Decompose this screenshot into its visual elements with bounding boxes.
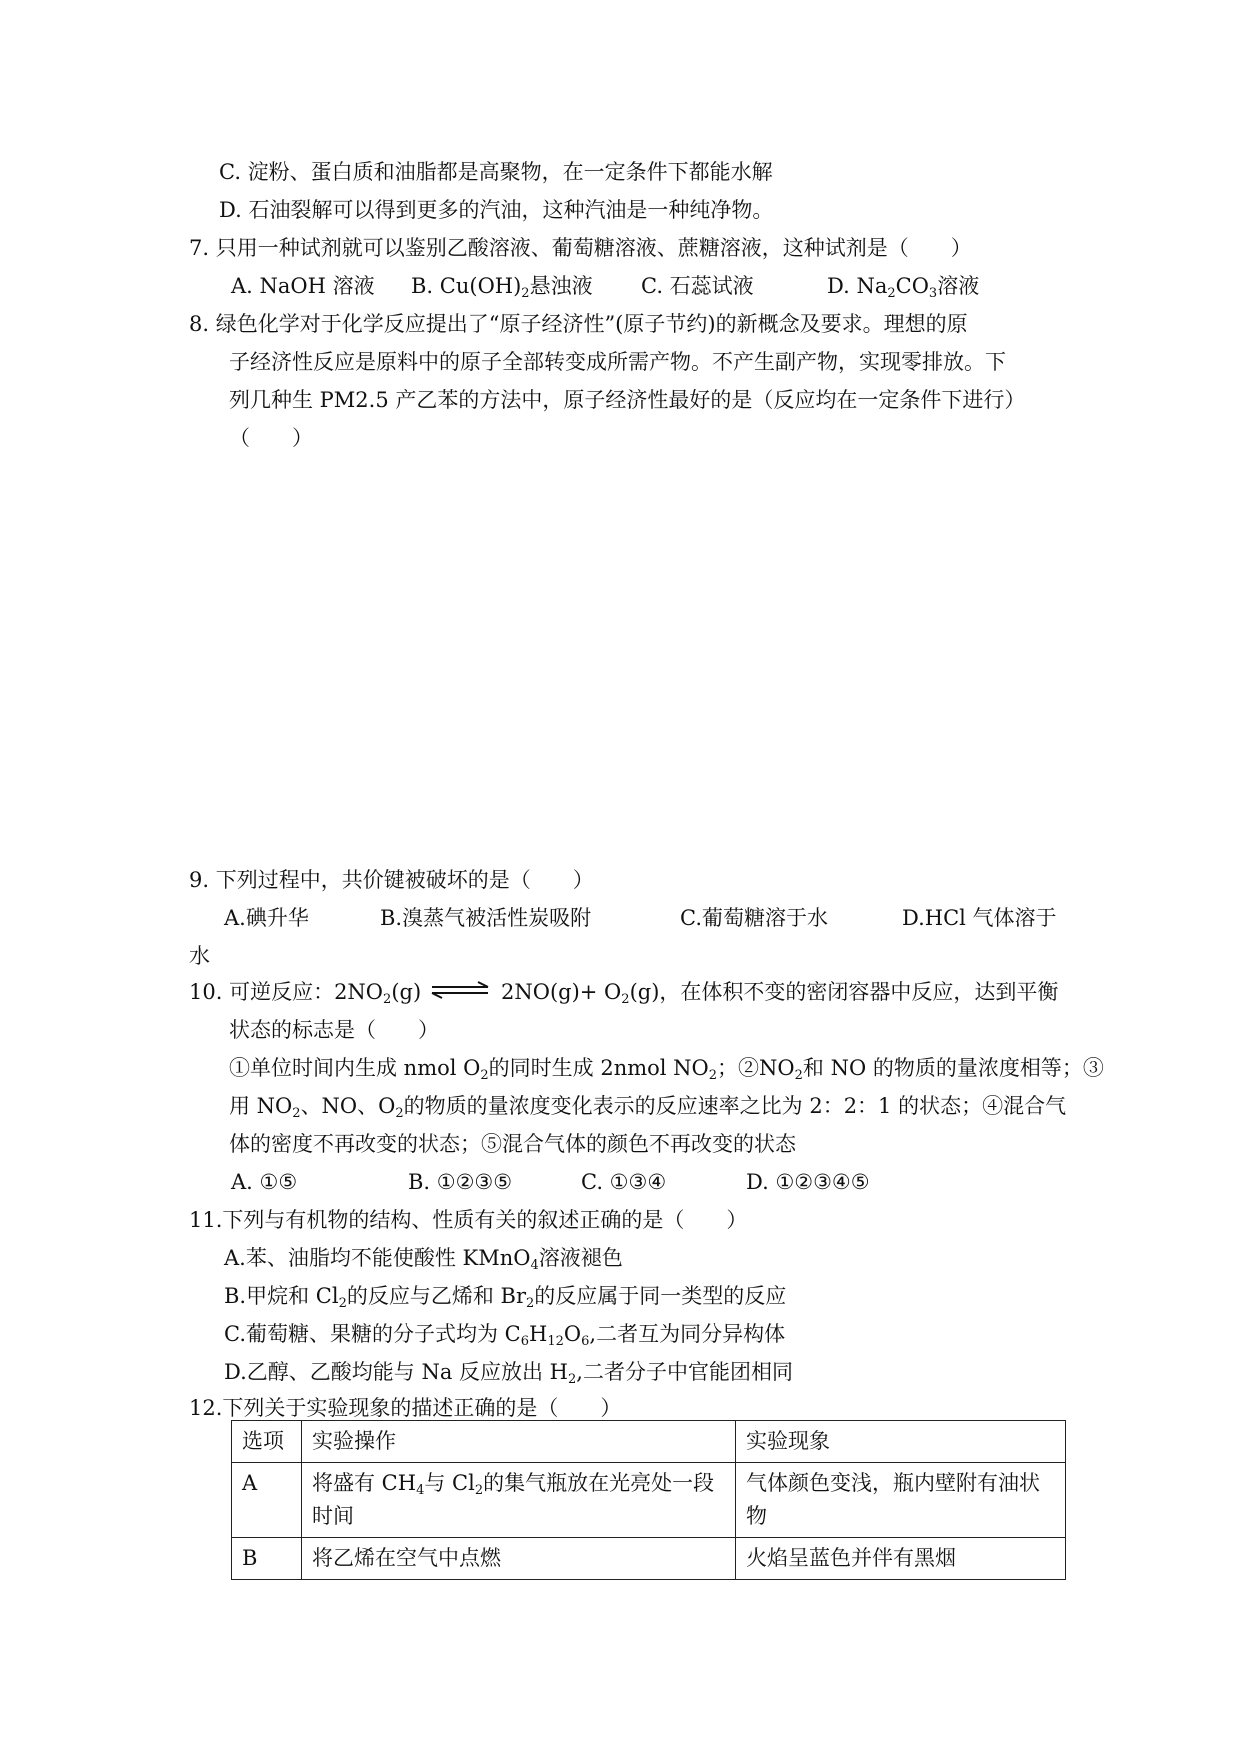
- q6-option-c: C. 淀粉、蛋白质和油脂都是高聚物，在一定条件下都能水解: [219, 160, 773, 184]
- row-a-operation: 将盛有 $CH_4$与 $Cl_2$的集气瓶放在光亮处一段 时间: [302, 1463, 736, 1538]
- header-operation: 实验操作: [302, 1421, 736, 1463]
- q9-option-a: A.碘升华: [224, 906, 309, 930]
- table-row: [232, 1538, 1066, 1580]
- q8-stem-line3: 列几种生 PM2.5 产乙苯的方法中，原子经济性最好的是（反应均在一定条件下进行）: [229, 388, 1026, 412]
- row-b-phenomenon: 火焰呈蓝色并伴有黑烟: [736, 1538, 1066, 1580]
- header-option: 选项: [232, 1421, 302, 1463]
- q10-conditions-line1: ①单位时间内生成 nmol $O_2$的同时生成 2nmol $NO_2$；$②NO_2$和 NO 的物质的量浓度相等；③: [229, 1056, 1104, 1083]
- q8-answer-blank: （ ）: [229, 426, 313, 450]
- q10-conditions-line3: 体的密度不再改变的状态；⑤混合气体的颜色不再改变的状态: [229, 1132, 796, 1156]
- q7-option-a: A. NaOH 溶液: [231, 274, 375, 298]
- q7-option-d: D. $Na_2CO_3$溶液: [827, 274, 980, 301]
- q8-stem-line1: 8. 绿色化学对于化学反应提出了“原子经济性”(原子节约)的新概念及要求。理想的原: [189, 312, 968, 336]
- equilibrium-arrow-icon: [428, 980, 492, 1000]
- q9-option-d-wrap: 水: [189, 944, 210, 968]
- q9-option-b: B.溴蒸气被活性炭吸附: [380, 906, 592, 930]
- q11-option-d: D.乙醇、乙酸均能与 Na 反应放出 $H_2$,二者分子中官能团相同: [224, 1360, 793, 1387]
- header-phenomenon: 实验现象: [736, 1421, 1066, 1463]
- q6-option-d: D. 石油裂解可以得到更多的汽油，这种汽油是一种纯净物。: [219, 198, 774, 222]
- q11-option-c: C.葡萄糖、果糖的分子式均为 $C_6H_{12}O_6$,二者互为同分异构体: [224, 1322, 786, 1349]
- q10-option-d: D. ①②③④⑤: [746, 1170, 870, 1194]
- row-a-phenomenon: 气体颜色变浅，瓶内壁附有油状 物: [736, 1463, 1066, 1538]
- q9-option-c: C.葡萄糖溶于水: [680, 906, 828, 930]
- q11-option-b: B.甲烷和 $Cl_2$的反应与乙烯和 $Br_2$的反应属于同一类型的反应: [224, 1284, 787, 1311]
- q11-stem: 11.下列与有机物的结构、性质有关的叙述正确的是（ ）: [189, 1208, 748, 1232]
- q10-option-a: A. ①⑤: [231, 1170, 298, 1194]
- q10-conditions-line2: 用 $NO_2$、NO、$O_2$的物质的量浓度变化表示的反应速率之比为 2：2：1 的状态；④混合气: [229, 1094, 1067, 1121]
- row-b-option: B: [232, 1538, 302, 1580]
- q7-option-b: B. $Cu(OH)_2$悬浊液: [411, 274, 593, 301]
- table-header-row: [232, 1421, 1066, 1463]
- q11-option-a: A.苯、油脂均不能使酸性 KMnO$_4$溶液褪色: [224, 1246, 623, 1273]
- table-row: [232, 1463, 1066, 1538]
- row-b-operation: 将乙烯在空气中点燃: [302, 1538, 736, 1580]
- experiment-table: [231, 1420, 1066, 1580]
- q9-stem: 9. 下列过程中，共价键被破坏的是（ ）: [189, 868, 594, 892]
- q8-stem-line2: 子经济性反应是原料中的原子全部转变成所需产物。不产生副产物，实现零排放。下: [229, 350, 1006, 374]
- q7-option-c: C. 石蕊试液: [641, 274, 754, 298]
- q12-stem: 12.下列关于实验现象的描述正确的是（ ）: [189, 1396, 622, 1420]
- q7-stem: 7. 只用一种试剂就可以鉴别乙酸溶液、葡萄糖溶液、蔗糖溶液，这种试剂是（ ）: [189, 236, 972, 260]
- q9-option-d: D.HCl 气体溶于: [902, 906, 1057, 930]
- q10-stem-line2: 状态的标志是（ ）: [229, 1018, 439, 1042]
- q10-option-c: C. ①③④: [581, 1170, 667, 1194]
- q10-stem-line1a: 10. 可逆反应：$2NO_2(g)$: [189, 980, 422, 1007]
- row-a-option: A: [232, 1463, 302, 1538]
- q10-stem-line1b: $2NO(g)+ O_2(g)$，在体积不变的密闭容器中反应，达到平衡: [501, 980, 1059, 1007]
- q10-option-b: B. ①②③⑤: [408, 1170, 513, 1194]
